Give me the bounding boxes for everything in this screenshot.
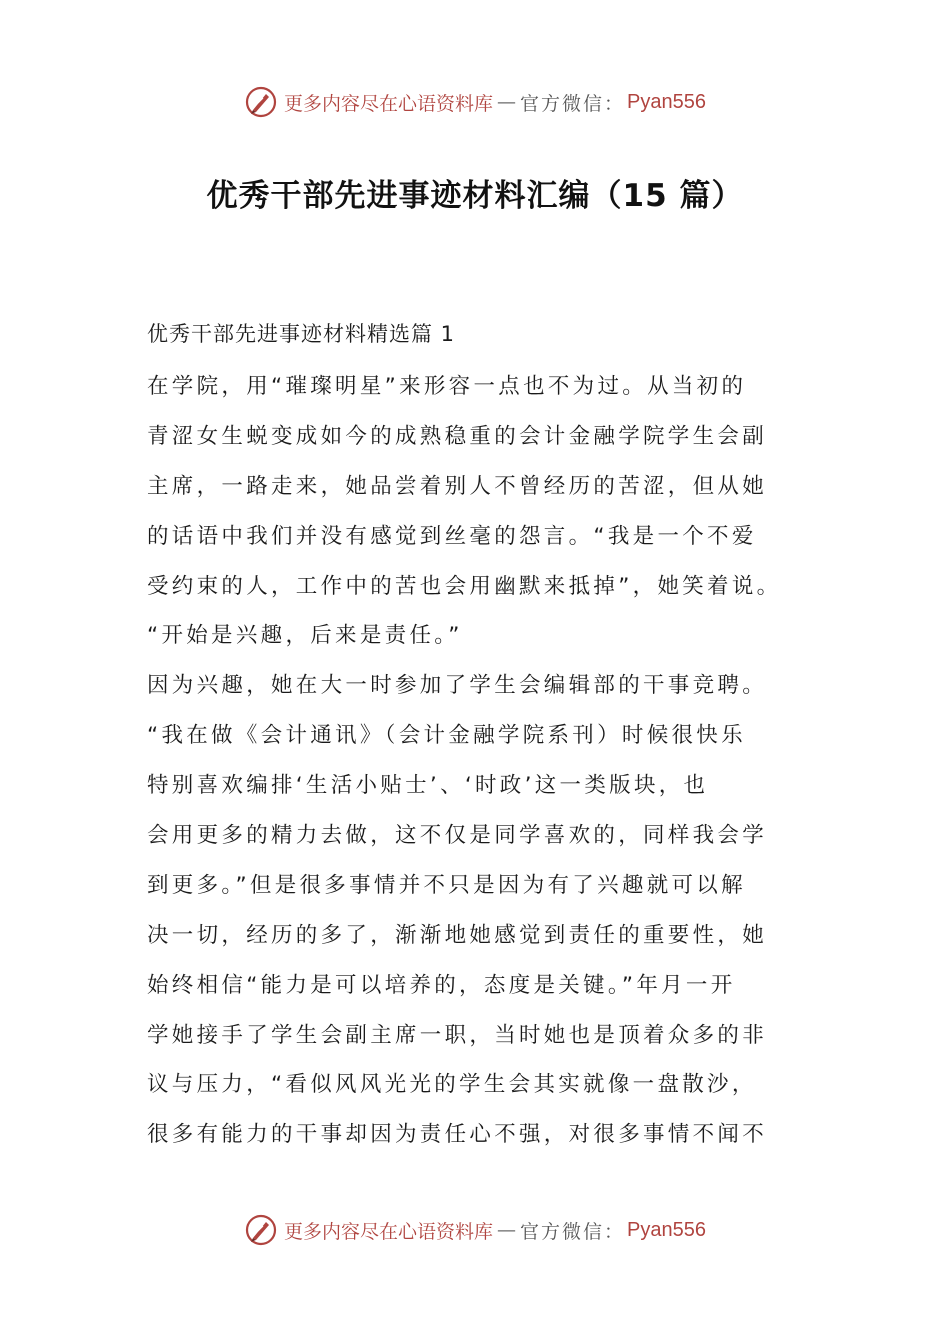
section-heading: 优秀干部先进事迹材料精选篇 1	[147, 322, 456, 346]
quill-pen-logo-icon	[244, 85, 278, 119]
banner-brand-text: 更多内容尽在心语资料库	[284, 1220, 494, 1243]
paragraph-line: 会用更多的精力去做，这不仅是同学喜欢的，同样我会学	[147, 823, 768, 849]
paragraph-line: 很多有能力的干事却因为责任心不强，对很多事情不闻不	[147, 1122, 768, 1148]
paragraph-line: 主席，一路走来，她品尝着别人不曾经历的苦涩，但从她	[147, 473, 768, 499]
paragraph-line: 受约束的人，工作中的苦也会用幽默来抵掉”，她笑着说。	[147, 573, 782, 599]
paragraph-line: “我在做《会计通讯》（会计金融学院系刊）时候很快乐	[147, 723, 746, 749]
paragraph-line: 决一切，经历的多了，渐渐地她感觉到责任的重要性，她	[147, 922, 768, 948]
banner-wechat-id: Pyan556	[627, 90, 706, 113]
banner-official-label: 官方微信：	[520, 1220, 626, 1243]
header-banner	[0, 82, 950, 122]
banner-official-label: 官方微信：	[520, 92, 626, 115]
paragraph-line: 青涩女生蜕变成如今的成熟稳重的会计金融学院学生会副	[147, 423, 768, 449]
banner-wechat-id: Pyan556	[627, 1218, 706, 1241]
paragraph-line: 学她接手了学生会副主席一职，当时她也是顶着众多的非	[147, 1022, 768, 1048]
document-title: 优秀干部先进事迹材料汇编（15 篇）	[206, 178, 744, 214]
paragraph-line: 始终相信“能力是可以培养的，态度是关键。”年月一开	[147, 972, 736, 998]
paragraph-line: 到更多。”但是很多事情并不只是因为有了兴趣就可以解	[147, 872, 746, 898]
paragraph-line: “开始是兴趣，后来是责任。”	[147, 623, 463, 649]
banner-dash: —	[497, 91, 517, 113]
paragraph-line: 特别喜欢编排‘生活小贴士’、‘时政’这一类版块，也	[147, 773, 709, 799]
document-body	[147, 312, 807, 1160]
paragraph-line: 因为兴趣，她在大一时参加了学生会编辑部的干事竞聘。	[147, 673, 768, 699]
quill-pen-logo-icon	[244, 1213, 278, 1247]
banner-dash: —	[497, 1219, 517, 1241]
paragraph-line: 的话语中我们并没有感觉到丝毫的怨言。“我是一个不爱	[147, 523, 757, 549]
paragraph-line: 在学院，用“璀璨明星”来形容一点也不为过。从当初的	[147, 374, 747, 399]
footer-banner	[0, 1210, 950, 1250]
banner-brand-text: 更多内容尽在心语资料库	[284, 92, 494, 115]
paragraph-line: 议与压力，“看似风风光光的学生会其实就像一盘散沙，	[147, 1072, 757, 1098]
